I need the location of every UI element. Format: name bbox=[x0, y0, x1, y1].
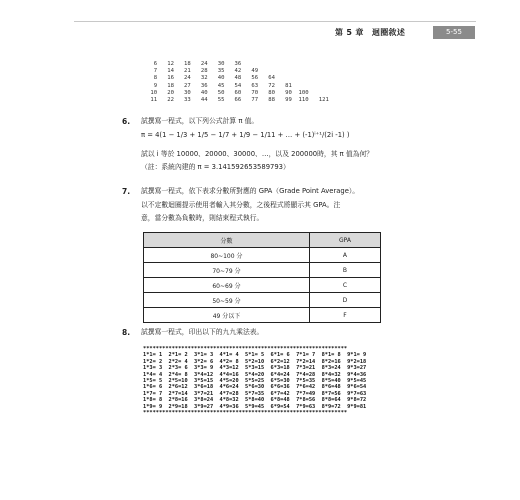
grid-line: 10 20 30 40 50 60 70 80 90 100 bbox=[147, 89, 309, 96]
mult-line: 1*2= 2 2*2= 4 3*2= 6 4*2= 8 5*2=10 6*2=12 7*2=14 8*2=16 9*2=18 bbox=[143, 358, 367, 365]
page-number: 5-55 bbox=[433, 26, 475, 39]
chapter-header bbox=[335, 27, 475, 39]
header-rule bbox=[74, 21, 476, 22]
multiplication-table bbox=[143, 346, 366, 416]
question-7-text: 以不定數迴圈提示使用者輸入其分數，之後程式將顯示其 GPA。注 bbox=[141, 201, 341, 209]
mult-line: 1*7= 7 2*7=14 3*7=21 4*7=28 5*7=35 6*7=42 7*7=49 8*7=56 9*7=63 bbox=[143, 390, 367, 397]
mult-line: **************************************************************** bbox=[143, 346, 348, 352]
question-6-text: 試以 i 等於 10000、20000、30000、…，以及 200000時，其 π 值為何？ bbox=[141, 150, 374, 158]
mult-line: **************************************************************** bbox=[143, 410, 348, 417]
grid-line: 6 12 18 24 30 36 bbox=[147, 61, 242, 67]
table-row bbox=[144, 263, 381, 278]
grid-line: 11 22 33 44 55 66 77 88 99 110 121 bbox=[147, 97, 329, 104]
table-row bbox=[144, 248, 381, 263]
table-cell: 50~59 分 bbox=[144, 293, 310, 308]
table-header: GPA bbox=[309, 233, 380, 248]
table-cell: F bbox=[309, 308, 380, 323]
question-6-formula: π = 4(1 − 1/3 + 1/5 − 1/7 + 1/9 − 1/11 + … + (-1)ⁱ⁺¹/(2i -1) ) bbox=[141, 131, 350, 139]
table-cell: D bbox=[309, 293, 380, 308]
table-cell: B bbox=[309, 263, 380, 278]
grid-line: 8 16 24 32 40 48 56 64 bbox=[147, 75, 275, 82]
table-cell: C bbox=[309, 278, 380, 293]
question-7-number: 7. bbox=[122, 187, 131, 196]
mult-line: 1*9= 9 2*9=18 3*9=27 4*9=36 5*9=45 6*9=54 7*9=63 8*9=72 9*9=81 bbox=[143, 403, 367, 410]
question-7-text: 試撰寫一程式，依下表求分數所對應的 GPA（Grade Point Average）。 bbox=[141, 187, 360, 195]
table-row bbox=[144, 308, 381, 323]
table-row bbox=[144, 293, 381, 308]
gpa-table bbox=[143, 232, 381, 323]
mult-line: 1*5= 5 2*5=10 3*5=15 4*5=20 5*5=25 6*5=30 7*5=35 8*5=40 9*5=45 bbox=[143, 378, 367, 385]
table-cell: 60~69 分 bbox=[144, 278, 310, 293]
table-cell: 70~79 分 bbox=[144, 263, 310, 278]
mult-line: 1*1= 1 2*1= 2 3*1= 3 4*1= 4 5*1= 5 6*1= 6 7*1= 7 8*1= 8 9*1= 9 bbox=[143, 352, 367, 359]
question-8-text: 試撰寫一程式，印出以下的九九乘法表。 bbox=[141, 328, 264, 336]
number-grid bbox=[147, 61, 329, 104]
table-cell: A bbox=[309, 248, 380, 263]
question-8-number: 8. bbox=[122, 328, 131, 337]
mult-line: 1*3= 3 2*3= 6 3*3= 9 4*3=12 5*3=15 6*3=18 7*3=21 8*3=24 9*3=27 bbox=[143, 365, 367, 372]
table-header-row bbox=[144, 233, 381, 248]
mult-line: 1*6= 6 2*6=12 3*6=18 4*6=24 5*6=30 6*6=36 7*6=42 8*6=48 9*6=54 bbox=[143, 384, 367, 391]
mult-line: 1*8= 8 2*8=16 3*8=24 4*8=32 5*8=40 6*8=48 7*8=56 8*8=64 9*8=72 bbox=[143, 397, 367, 404]
grid-line: 7 14 21 28 35 42 49 bbox=[147, 68, 259, 75]
mult-line: 1*4= 4 2*4= 8 3*4=12 4*4=16 5*4=20 6*4=24 7*4=28 8*4=32 9*4=36 bbox=[143, 371, 367, 378]
table-cell: 49 分以下 bbox=[144, 308, 310, 323]
question-7-text: 意，當分數為負數時，則結束程式執行。 bbox=[141, 214, 264, 222]
question-6-number: 6. bbox=[122, 117, 131, 126]
question-6-text: 試撰寫一程式，以下列公式計算 π 值。 bbox=[141, 117, 259, 125]
question-6-note: （註：系統內建的 π = 3.141592653589793） bbox=[141, 163, 290, 171]
grid-line: 9 18 27 36 45 54 63 72 81 bbox=[147, 82, 292, 89]
table-cell: 80~100 分 bbox=[144, 248, 310, 263]
table-row bbox=[144, 278, 381, 293]
chapter-title: 第 5 章 迴圈敘述 bbox=[335, 28, 406, 37]
table-header: 分數 bbox=[144, 233, 310, 248]
